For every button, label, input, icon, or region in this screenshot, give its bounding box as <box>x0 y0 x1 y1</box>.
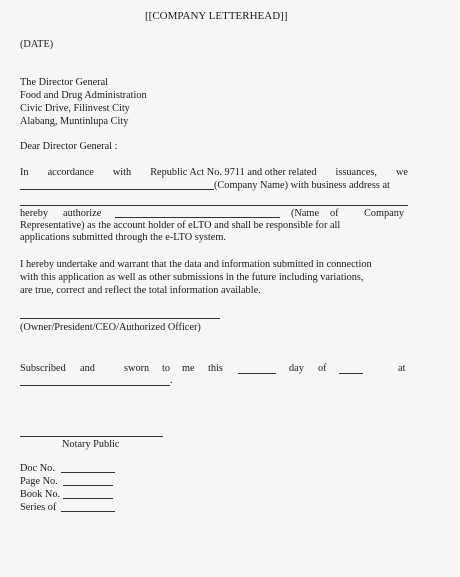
company-name-blank <box>20 189 214 190</box>
series-of-label: Series of <box>20 502 57 513</box>
notary-signature-line <box>20 436 163 437</box>
para1-word: we <box>395 167 408 178</box>
para1-line3-d: of <box>330 208 339 219</box>
recipient-line: Food and Drug Administration <box>20 90 147 101</box>
sworn-word: Subscribed <box>20 363 66 374</box>
doc-no-blank <box>61 472 115 473</box>
letterhead: [[COMPANY LETTERHEAD]] <box>145 10 288 22</box>
doc-no-label: Doc No. <box>20 463 55 474</box>
recipient-line: The Director General <box>20 77 109 88</box>
book-no-label: Book No. <box>20 489 61 500</box>
sworn-word: day <box>289 363 304 374</box>
para1-word: In <box>20 167 29 178</box>
company-name-label: (Company Name) with business address at <box>214 180 390 191</box>
para2-line1: I hereby undertake and warrant that the data and information submitted in connection <box>20 259 372 270</box>
recipient-line: Civic Drive, Filinvest City <box>20 103 130 114</box>
signature-line <box>20 318 220 319</box>
signatory-title: (Owner/President/CEO/Authorized Officer) <box>20 322 201 333</box>
para1-line3-b: authorize <box>63 208 102 219</box>
para1-line5: applications submitted through the e-LTO system. <box>20 232 226 243</box>
para1-word: with <box>112 167 132 178</box>
para1-line3-e: Company <box>364 208 405 219</box>
para2-line3: are true, correct and reflect the total information available. <box>20 285 261 296</box>
sworn-word: this <box>208 363 223 374</box>
para1-line4: Representative) as the account holder of eLTO and shall be responsible for all <box>20 220 341 231</box>
para1-word: issuances, <box>335 167 377 178</box>
page-no-label: Page No. <box>20 476 58 487</box>
book-no-blank <box>63 498 113 499</box>
series-of-blank <box>61 511 115 512</box>
sworn-word: of <box>318 363 327 374</box>
day-blank <box>238 373 276 374</box>
para2-line2: with this application as well as other submissions in the future including variations, <box>20 272 364 283</box>
para1-word: accordance <box>47 167 94 178</box>
notary-label: Notary Public <box>62 439 120 450</box>
sworn-end: . <box>170 375 173 386</box>
para1-line3-c: (Name <box>291 208 320 219</box>
address-blank <box>20 205 408 206</box>
sworn-word: to <box>162 363 171 374</box>
salutation: Dear Director General : <box>20 141 118 152</box>
date-line: (DATE) <box>20 39 54 50</box>
representative-blank <box>115 217 280 218</box>
place-blank <box>20 385 170 386</box>
page-no-blank <box>63 485 113 486</box>
month-blank <box>339 373 363 374</box>
sworn-word: me <box>182 363 195 374</box>
sworn-word: sworn <box>124 363 150 374</box>
sworn-word: and <box>80 363 95 374</box>
sworn-word: at <box>398 363 406 374</box>
para1-line1 <box>20 166 408 179</box>
para1-word: Republic Act No. 9711 and other related <box>150 167 317 178</box>
para1-line3-a: hereby <box>20 208 49 219</box>
recipient-line: Alabang, Muntinlupa City <box>20 116 129 127</box>
